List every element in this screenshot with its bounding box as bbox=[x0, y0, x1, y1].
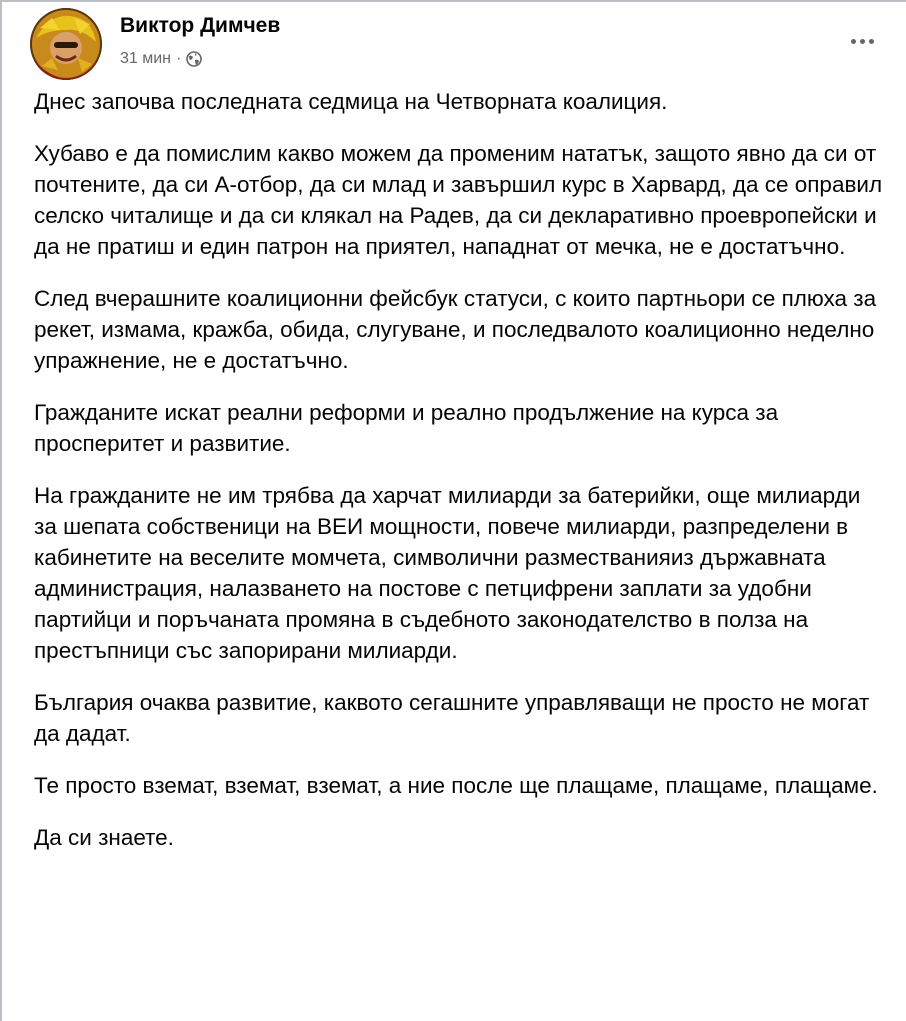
post-timestamp[interactable]: 31 мин bbox=[120, 50, 172, 67]
globe-icon[interactable] bbox=[186, 51, 202, 67]
post-paragraph: Гражданите искат реални реформи и реално продължение на курса за просперитет и развитие. bbox=[34, 400, 779, 456]
post-meta bbox=[120, 50, 202, 68]
author-name[interactable]: Виктор Димчев bbox=[120, 14, 281, 37]
meta-separator: · bbox=[176, 50, 182, 67]
post-text bbox=[34, 86, 884, 874]
more-horizontal-icon bbox=[851, 39, 874, 44]
post-header bbox=[30, 8, 890, 78]
author-avatar[interactable] bbox=[30, 8, 102, 80]
avatar-image bbox=[30, 8, 102, 80]
post-paragraph: Да си знаете. bbox=[34, 825, 174, 850]
post-paragraph: България очаква развитие, каквото сегашните управляващи не просто не могат да дадат. bbox=[34, 690, 870, 746]
post-paragraph: Хубаво е да помислим какво можем да променим нататък, защото явно да си от почтените, да си А-отбор, да си млад и завършил курс в Харвард, да се оправил селско читалище и да си клякал на Радев, да си декларативно проевропейски и да не пратиш и един патрон на приятел, нападнат от мечка, не е достатъчно. bbox=[34, 141, 883, 259]
post-paragraph: Днес започва последната седмица на Четворната коалиция. bbox=[34, 89, 668, 114]
post-paragraph: Те просто вземат, вземат, вземат, а ние после ще плащаме, плащаме, плащаме. bbox=[34, 773, 878, 798]
post-paragraph: На гражданите не им трябва да харчат милиарди за батерийки, още милиарди за шепата собственици на ВЕИ мощности, повече милиарди, разпределени в кабинетите на веселите момчета, символични разместванияиз държавната администрация, налазването на постове с петцифрени заплати за удобни партийци и поръчаната промяна в съдебното законодателство в полза на престъпници със запорирани милиарди. bbox=[34, 483, 861, 663]
post-paragraph: След вчерашните коалиционни фейсбук статуси, с които партньори се плюха за рекет, измама, кражба, обида, слугуване, и последвалото коалиционно неделно упражнение, не е достатъчно. bbox=[34, 286, 877, 373]
more-options-button[interactable] bbox=[842, 26, 882, 56]
